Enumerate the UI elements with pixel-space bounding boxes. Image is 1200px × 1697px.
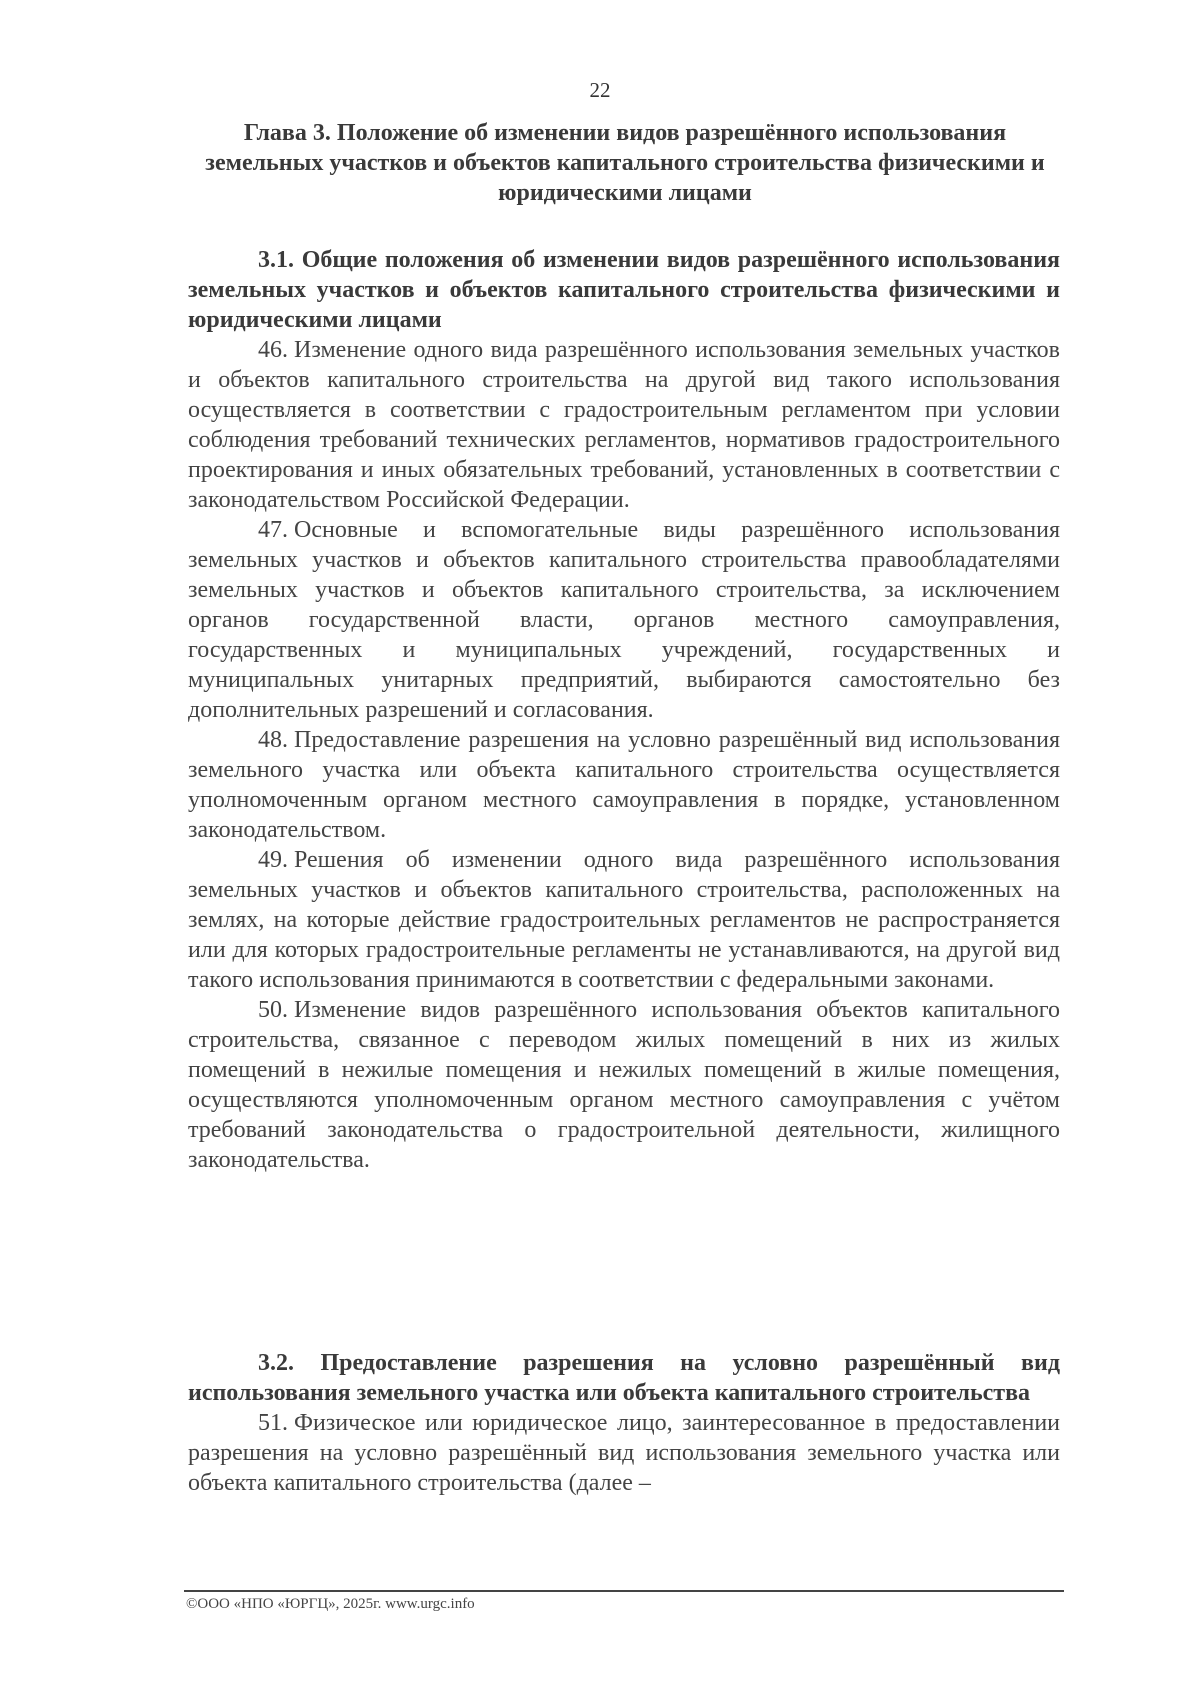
paragraph-number: 49. bbox=[258, 847, 288, 873]
paragraph-50 bbox=[188, 995, 1060, 1175]
paragraph-46 bbox=[188, 335, 1060, 515]
paragraph-text: Основные и вспомогательные виды разрешённого использования земельных участков и объектов капитального строительства правообладателями земельных участков и объектов капитального строительства, за исключением органов государственной власти, органов местного самоуправления, государственных и муниципальных учреждений, государственных и муниципальных унитарных предприятий, выбираются самостоятельно без дополнительных разрешений и согласования. bbox=[188, 517, 1060, 723]
paragraph-number: 48. bbox=[258, 727, 288, 753]
paragraph-51 bbox=[188, 1408, 1060, 1498]
paragraph-48 bbox=[188, 725, 1060, 845]
paragraph-number: 51. bbox=[258, 1410, 288, 1436]
footer-divider bbox=[184, 1590, 1064, 1592]
section-3-2 bbox=[188, 1348, 1060, 1498]
paragraph-number: 47. bbox=[258, 517, 288, 543]
section-heading: 3.2. Предоставление разрешения на условно разрешённый вид использования земельного участка или объекта капитального строительства bbox=[188, 1350, 1060, 1406]
paragraph-number: 46. bbox=[258, 337, 288, 363]
paragraph-47 bbox=[188, 515, 1060, 725]
page-number: 22 bbox=[589, 78, 611, 102]
footer-copyright: ©ООО «НПО «ЮРГЦ», 2025г. www.urgc.info bbox=[186, 1596, 475, 1612]
chapter-title: Глава 3. Положение об изменении видов разрешённого использования земельных участков и объектов капитального строительства физическими и юридическими лицами bbox=[205, 120, 1045, 206]
section-heading: 3.1. Общие положения об изменении видов разрешённого использования земельных участков и объектов капитального строительства физическими и юридическими лицами bbox=[188, 247, 1060, 333]
paragraph-text: Физическое или юридическое лицо, заинтересованное в предоставлении разрешения на условно разрешённый вид использования земельного участка или объекта капитального строительства (далее – bbox=[188, 1410, 1060, 1496]
paragraph-text: Изменение одного вида разрешённого использования земельных участков и объектов капитального строительства на другой вид такого использования осуществляется в соответствии с градостроительным регламентом при условии соблюдения требований технических регламентов, нормативов градостроительного проектирования и иных обязательных требований, установленных в соответствии с законодательством Российской Федерации. bbox=[188, 337, 1060, 513]
paragraph-number: 50. bbox=[258, 997, 288, 1023]
paragraph-text: Решения об изменении одного вида разрешённого использования земельных участков и объектов капитального строительства, расположенных на землях, на которые действие градостроительных регламентов не распространяется или для которых градостроительные регламенты не устанавливаются, на другой вид такого использования принимаются в соответствии с федеральными законами. bbox=[188, 847, 1060, 993]
paragraph-49 bbox=[188, 845, 1060, 995]
paragraph-text: Изменение видов разрешённого использования объектов капитального строительства, связанное с переводом жилых помещений в них из жилых помещений в нежилые помещения и нежилых помещений в жилые помещения, осуществляются уполномоченным органом местного самоуправления с учётом требований законодательства о градостроительной деятельности, жилищного законодательства. bbox=[188, 997, 1060, 1173]
paragraph-text: Предоставление разрешения на условно разрешённый вид использования земельного участка или объекта капитального строительства осуществляется уполномоченным органом местного самоуправления в порядке, установленном законодательством. bbox=[188, 727, 1060, 843]
section-3-1 bbox=[188, 245, 1060, 1175]
